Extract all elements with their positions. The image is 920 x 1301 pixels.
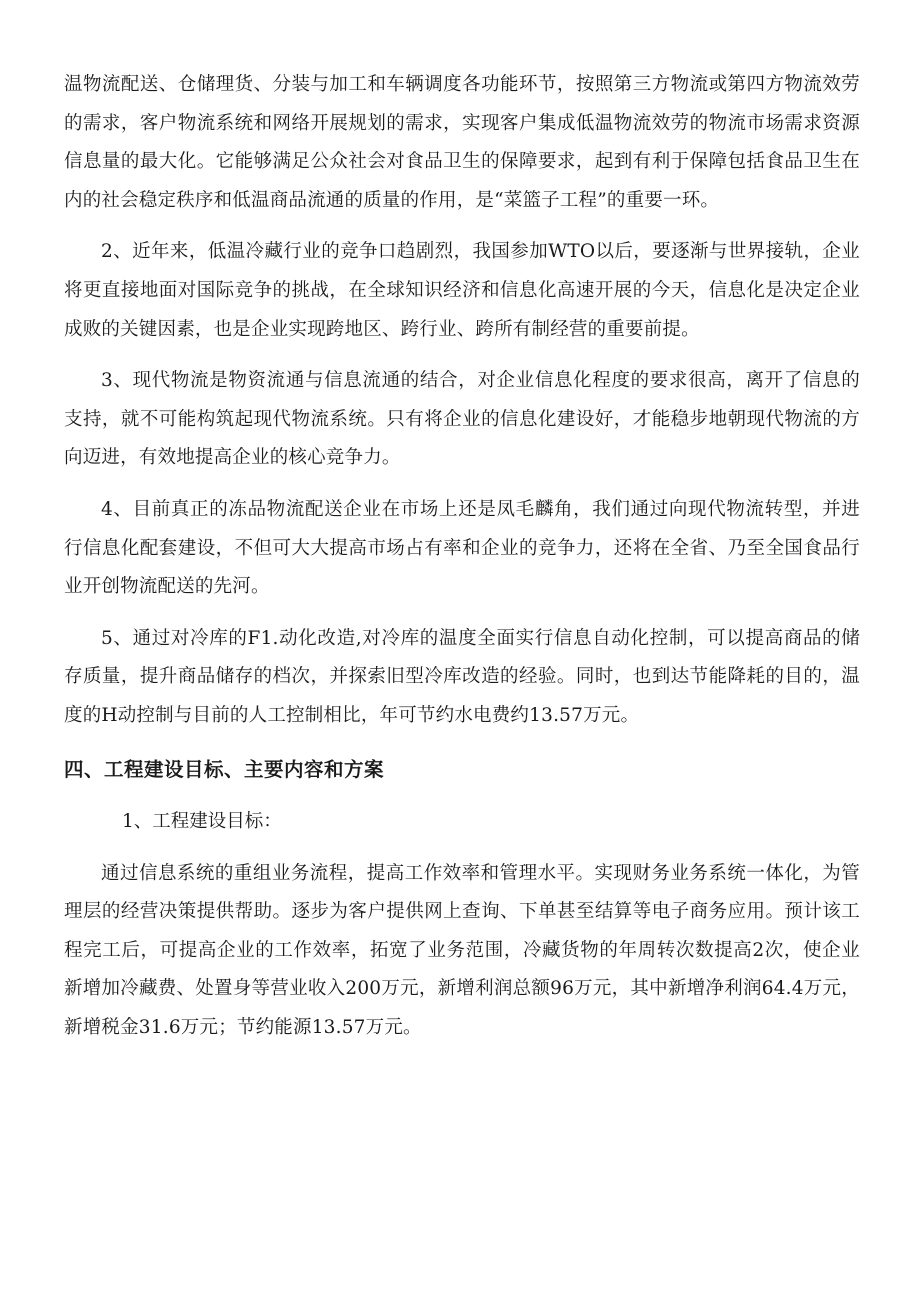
paragraph-item-5: 5、通过对冷库的F1.动化改造,对冷库的温度全面实行信息自动化控制，可以提高商品的储存质量，提升商品储存的档次，并探索旧型冷库改造的经验。同时，也到达节能降耗的目的，温度的H动控制与目前的人工控制相比，年可节约水电费约13.57万元。 xyxy=(64,627,860,726)
section-heading: 四、工程建设目标、主要内容和方案 xyxy=(64,757,385,781)
paragraph-item-2: 2、近年来，低温冷藏行业的竞争口趋剧烈，我国参加WTO以后，要逐渐与世界接轨，企业将更直接地面对国际竞争的挑战，在全球知识经济和信息化高速开展的今天，信息化是决定企业成败的关键因素，也是企业实现跨地区、跨行业、跨所有制经营的重要前提。 xyxy=(64,241,860,340)
document-body xyxy=(64,66,860,1047)
paragraph-goal: 通过信息系统的重组业务流程，提高工作效率和管理水平。实现财务业务系统一体化，为管理层的经营决策提供帮助。逐步为客户提供网上查询、下单甚至结算等电子商务应用。预计该工程完工后，可提高企业的工作效率，拓宽了业务范围，冷藏货物的年周转次数提高2次，使企业新增加冷藏费、处置身等营业收入200万元，新增利润总额96万元，其中新增净利润64.4万元，新增税金31.6万元；节约能源13.57万元。 xyxy=(64,862,860,1038)
paragraph-item-3: 3、现代物流是物资流通与信息流通的结合，对企业信息化程度的要求很高，离开了信息的支持，就不可能构筑起现代物流系统。只有将企业的信息化建设好，才能稳步地朝现代物流的方向迈进，有效地提高企业的核心竞争力。 xyxy=(64,370,860,469)
paragraph-item-4: 4、目前真正的冻品物流配送企业在市场上还是凤毛麟角，我们通过向现代物流转型，并进行信息化配套建设，不但可大大提高市场占有率和企业的竞争力，还将在全省、乃至全国食品行业开创物流配送的先河。 xyxy=(64,498,860,598)
paragraph-continuation: 温物流配送、仓储理货、分装与加工和车辆调度各功能环节，按照第三方物流或第四方物流效劳的需求，客户物流系统和网络开展规划的需求，实现客户集成低温物流效劳的物流市场需求资源信息量的最大化。它能够满足公众社会对食品卫生的保障要求，起到有利于保障包括食品卫生在内的社会稳定秩序和低温商品流通的质量的作用，是“菜篮子工程”的重要一环。 xyxy=(64,74,860,211)
subsection-heading: 1、工程建设目标： xyxy=(122,810,282,832)
